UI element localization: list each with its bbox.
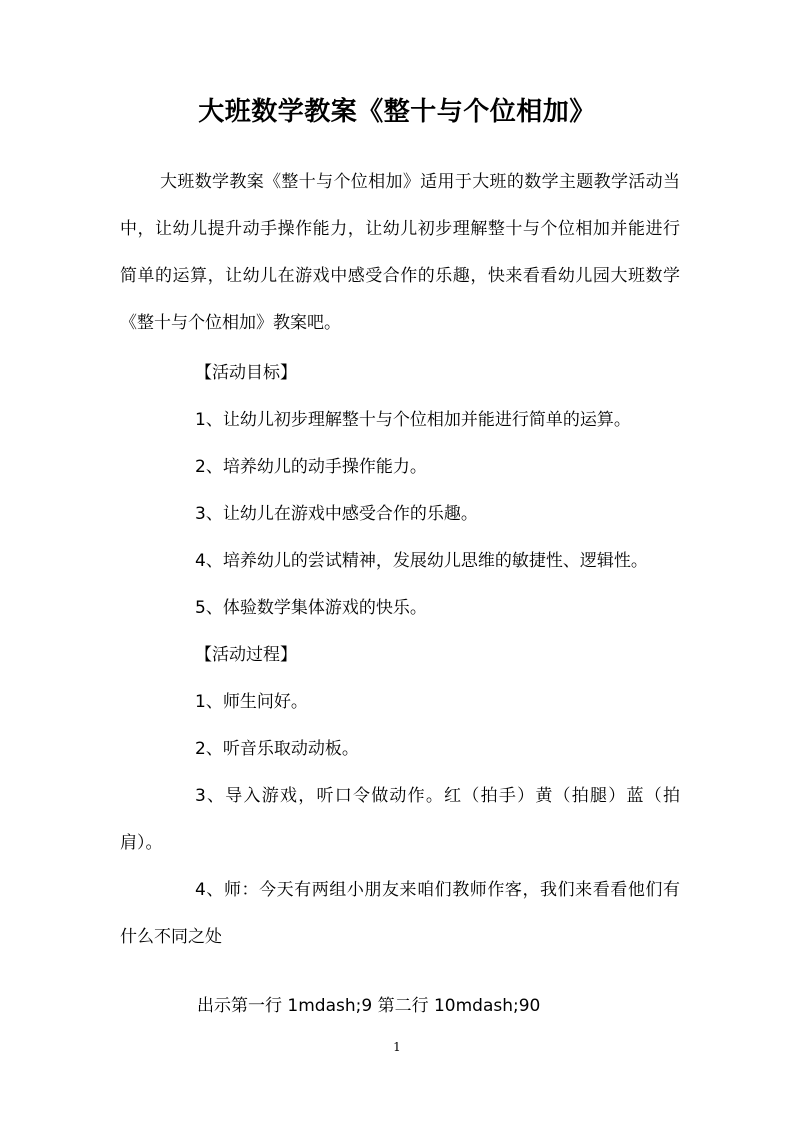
- goal-item: 3、让幼儿在游戏中感受合作的乐趣。: [195, 504, 478, 524]
- process-item: 1、师生问好。: [195, 692, 308, 712]
- intro-block: [120, 159, 680, 347]
- page-number: 1: [393, 1040, 401, 1054]
- process-heading: 【活动过程】: [195, 645, 297, 665]
- goal-item: 4、培养幼儿的尝试精神，发展幼儿思维的敏捷性、逻辑性。: [195, 551, 648, 571]
- process-item: 4、师：今天有两组小朋友来咱们教师作客，我们来看看他们有什么不同之处: [120, 880, 680, 947]
- process-step-3: [120, 773, 680, 867]
- show-line: 出示第一行 1mdash;9 第二行 10mdash;90: [197, 996, 541, 1016]
- goal-item: 1、让幼儿初步理解整十与个位相加并能进行简单的运算。: [195, 410, 631, 430]
- document-title: 大班数学教案《整十与个位相加》: [198, 97, 596, 127]
- process-step-4: [120, 867, 680, 961]
- process-item: 3、导入游戏，听口令做动作。红（拍手）黄（拍腿）蓝（拍肩）。: [120, 786, 680, 853]
- goals-section: [120, 350, 680, 773]
- goals-heading: 【活动目标】: [195, 363, 297, 383]
- process-item: 2、听音乐取动动板。: [195, 739, 359, 759]
- show-line-block: [120, 983, 680, 1030]
- goal-item: 2、培养幼儿的动手操作能力。: [195, 457, 427, 477]
- intro-paragraph: 大班数学教案《整十与个位相加》适用于大班的数学主题教学活动当中，让幼儿提升动手操作能力，让幼儿初步理解整十与个位相加并能进行简单的运算，让幼儿在游戏中感受合作的乐趣，快来看看幼儿园大班数学《整十与个位相加》教案吧。: [120, 172, 680, 333]
- goal-item: 5、体验数学集体游戏的快乐。: [195, 598, 427, 618]
